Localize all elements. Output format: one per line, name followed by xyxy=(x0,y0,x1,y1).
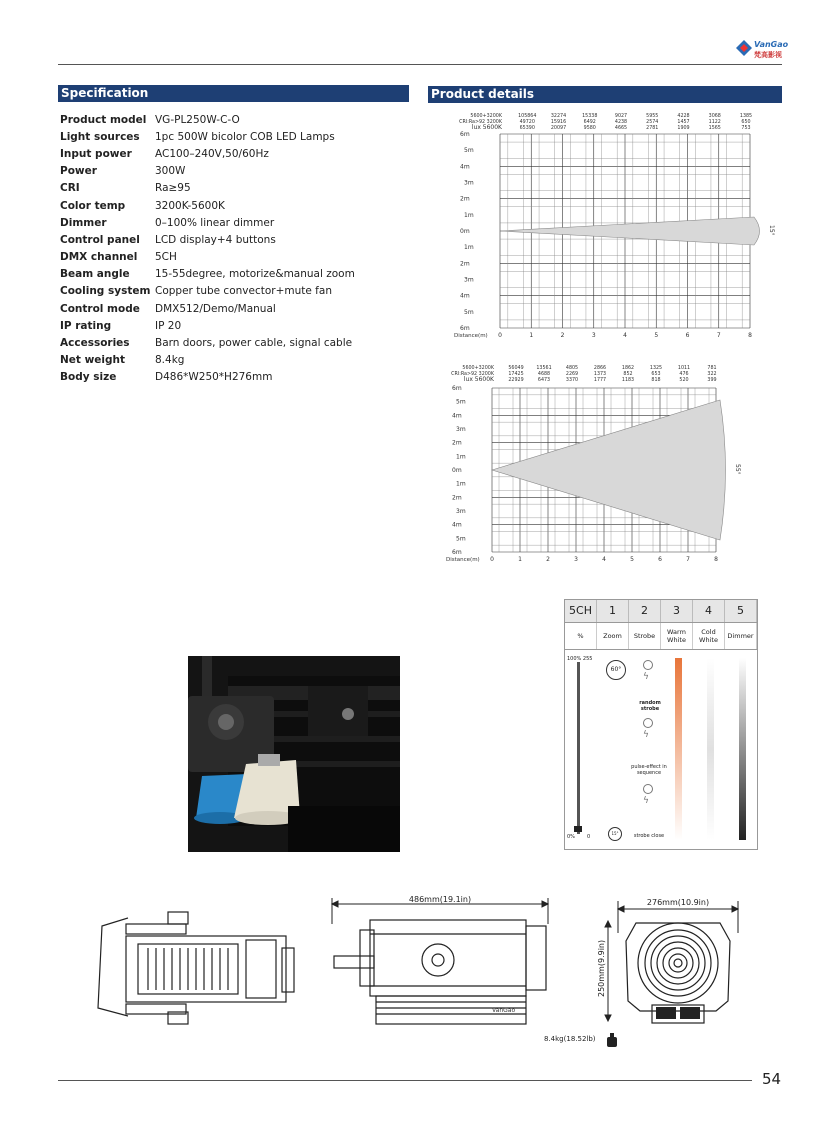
x-tick-label: 3 xyxy=(574,556,578,563)
spec-key: Input power xyxy=(60,147,132,160)
lux-value: 4228 xyxy=(677,114,690,119)
x-tick-label: 7 xyxy=(686,556,690,563)
length-dimension-label: 486mm(19.1in) xyxy=(408,895,472,904)
y-tick-label: 6m xyxy=(460,325,470,332)
spec-key: Beam angle xyxy=(60,268,130,281)
lux-value: 6492 xyxy=(583,120,596,125)
spec-row xyxy=(60,163,405,180)
lux-value: 56049 xyxy=(508,366,524,371)
x-tick-label: 7 xyxy=(716,332,721,339)
lux-value: 4805 xyxy=(565,366,579,371)
dmx-function-cell: Dimmer xyxy=(725,623,757,649)
y-tick-label: 2m xyxy=(452,494,462,502)
dmx-channel-cell: 5CH xyxy=(565,600,597,622)
spec-value: 5CH xyxy=(155,251,177,264)
inner-tick-label: 3m xyxy=(456,508,466,515)
inner-tick-label: 3m xyxy=(464,276,474,284)
x-tick-label: 6 xyxy=(658,556,662,563)
lux-value: 520 xyxy=(679,378,689,383)
spec-value: VG-PL250W-C-O xyxy=(155,113,240,126)
product-details-heading: Product details xyxy=(428,86,782,103)
spec-row xyxy=(60,317,405,334)
lux-value: 1183 xyxy=(621,378,635,383)
lux-value: 818 xyxy=(651,378,661,383)
x-tick-label: 3 xyxy=(591,332,596,339)
lux-value: 9027 xyxy=(614,114,628,119)
strobe-label-close: strobe close xyxy=(633,833,665,839)
dmx-function-cell: Strobe xyxy=(629,623,661,649)
spec-value: LCD display+4 buttons xyxy=(155,233,276,246)
height-dimension-label: 250mm(9.9in) xyxy=(597,939,606,997)
lux-value: 1325 xyxy=(649,366,663,371)
lightning-icon: ϟ xyxy=(643,730,649,740)
spec-key: Body size xyxy=(60,371,117,384)
weight-label: 8.4kg(18.52lb) xyxy=(544,1035,596,1043)
row-label: CRI:Ra>92 3200K xyxy=(451,372,494,377)
lux-value: 65390 xyxy=(519,126,535,131)
spec-key: Cooling system xyxy=(60,285,151,298)
spec-row xyxy=(60,283,405,300)
lux-value: 1909 xyxy=(677,126,690,131)
spec-value: AC100–240V,50/60Hz xyxy=(155,147,269,160)
dmx-function-cell: % xyxy=(565,623,597,649)
dmx-pct-top: 100% 255 xyxy=(567,656,593,662)
lightning-icon: ϟ xyxy=(643,672,649,682)
dmx-channel-cell: 2 xyxy=(629,600,661,622)
spec-row xyxy=(60,369,405,386)
lux-value: 653 xyxy=(651,372,661,377)
inner-tick-label: 5m xyxy=(456,535,466,543)
y-tick-label: 2m xyxy=(460,260,470,268)
spec-row xyxy=(60,145,405,162)
x-tick-label: 0 xyxy=(498,332,502,339)
lux-value: 1777 xyxy=(593,378,607,383)
lux-value: 3068 xyxy=(708,114,721,119)
lux-value: 753 xyxy=(741,126,751,131)
side-view-drawing xyxy=(330,894,552,1028)
front-view-drawing xyxy=(592,893,752,1029)
spec-row xyxy=(60,249,405,266)
dmx-zero: 0 xyxy=(587,834,591,840)
inner-tick-label: 5m xyxy=(464,308,474,316)
spec-key: Power xyxy=(60,165,97,178)
dmx-function-cell: Warm White xyxy=(661,623,693,649)
y-tick-label: 2m xyxy=(460,195,470,203)
spec-key: Product model xyxy=(60,113,147,126)
lux-value: 2781 xyxy=(646,126,659,131)
lux-value: 20097 xyxy=(550,126,567,131)
spec-row xyxy=(60,197,405,214)
beam-chart-55deg xyxy=(430,364,782,564)
lux-value: 2866 xyxy=(593,366,607,371)
lux-value: 1565 xyxy=(708,126,721,131)
strobe-label-random: random strobe xyxy=(639,700,661,712)
x-tick-label: 1 xyxy=(518,556,522,563)
header-rule xyxy=(58,64,782,65)
spec-value: 300W xyxy=(155,165,186,178)
lux-value: 1385 xyxy=(739,114,753,119)
lux-value: 105864 xyxy=(518,114,537,119)
x-tick-label: 0 xyxy=(490,556,494,563)
dmx-channel-cell: 5 xyxy=(725,600,757,622)
inner-tick-label: 5m xyxy=(464,147,474,155)
spec-row xyxy=(60,334,405,351)
lux-value: 2269 xyxy=(565,372,579,377)
spec-table xyxy=(60,111,405,386)
strobe-icon xyxy=(643,718,653,728)
spec-value: 3200K-5600K xyxy=(155,199,225,212)
dmx-channel-cell: 3 xyxy=(661,600,693,622)
x-axis-label: Distance(m) xyxy=(454,333,488,339)
x-tick-label: 1 xyxy=(529,332,534,339)
brand-name-cn: 梵高影视 xyxy=(754,51,782,59)
product-photo xyxy=(188,656,400,852)
dmx-function-cell: Cold White xyxy=(693,623,725,649)
lux-value: 15916 xyxy=(550,120,567,125)
spec-row xyxy=(60,266,405,283)
lux-value: 15338 xyxy=(582,114,598,119)
brand-logo-icon xyxy=(736,40,752,56)
x-tick-label: 2 xyxy=(546,556,550,563)
x-axis-label: Distance(m) xyxy=(446,557,480,563)
x-tick-label: 5 xyxy=(654,332,659,339)
spec-value: Copper tube convector+mute fan xyxy=(155,285,332,298)
lux-value: 1011 xyxy=(677,366,691,371)
x-tick-label: 2 xyxy=(560,332,565,339)
page-number: 54 xyxy=(762,1070,782,1088)
brand-logo xyxy=(736,40,788,62)
lux-value: 22929 xyxy=(508,378,524,383)
warm-white-gradient xyxy=(675,658,682,840)
inner-tick-label: 3m xyxy=(456,426,466,433)
lux-value: 476 xyxy=(679,372,689,377)
spec-value: 8.4kg xyxy=(155,354,185,367)
lux-value: 32274 xyxy=(550,114,567,119)
spec-key: Accessories xyxy=(60,337,130,350)
row-label: lux 5600K xyxy=(463,376,494,383)
inner-tick-label: 5m xyxy=(456,398,466,406)
lightning-icon: ϟ xyxy=(643,796,649,806)
spec-row xyxy=(60,300,405,317)
dmx-pct-knob xyxy=(574,826,582,832)
lux-value: 17425 xyxy=(508,372,524,377)
dimmer-gradient xyxy=(739,658,746,840)
lux-value: 3370 xyxy=(565,378,579,383)
row-label: lux 5600K xyxy=(471,124,502,131)
brand-name: VanGao xyxy=(754,40,789,49)
inner-tick-label: 3m xyxy=(464,179,474,187)
inner-tick-label: 1m xyxy=(456,480,466,488)
lux-value: 1862 xyxy=(621,366,635,371)
spec-value: D486*W250*H276mm xyxy=(155,371,273,384)
spec-value: 15-55degree, motorize&manual zoom xyxy=(155,268,355,281)
weight-icon xyxy=(606,1033,618,1047)
spec-key: Control panel xyxy=(60,233,140,246)
spec-value: 1pc 500W bicolor COB LED Lamps xyxy=(155,130,335,143)
strobe-icon xyxy=(643,784,653,794)
lux-value: 1457 xyxy=(677,120,690,125)
spec-row xyxy=(60,180,405,197)
spec-key: Control mode xyxy=(60,302,140,315)
lux-value: 1373 xyxy=(593,372,607,377)
width-dimension-label: 276mm(10.9in) xyxy=(646,898,710,907)
lux-value: 650 xyxy=(741,120,751,125)
side-view-brand: VanGao xyxy=(492,1007,516,1014)
lux-value: 5955 xyxy=(646,114,659,119)
beam-angle-label: 15° xyxy=(768,225,775,236)
dmx-header-row xyxy=(565,600,757,623)
top-view-drawing xyxy=(96,908,301,1033)
inner-tick-label: 1m xyxy=(464,244,474,252)
dmx-pct-bottom: 0% xyxy=(567,834,575,840)
beam-angle-label: 55° xyxy=(734,464,741,475)
y-tick-label: 6m xyxy=(452,385,462,392)
x-tick-label: 8 xyxy=(714,556,718,563)
beam-chart-15deg xyxy=(430,112,782,340)
dmx-body xyxy=(565,650,757,851)
lux-value: 4238 xyxy=(614,120,628,125)
spec-key: Dimmer xyxy=(60,216,107,229)
lux-value: 6473 xyxy=(537,378,551,383)
spec-row xyxy=(60,231,405,248)
spec-key: IP rating xyxy=(60,319,112,332)
dmx-pct-slider xyxy=(577,662,580,834)
strobe-label-pulse: pulse-effect in sequence xyxy=(631,764,667,776)
dmx-channel-cell: 4 xyxy=(693,600,725,622)
spec-key: Net weight xyxy=(60,354,126,367)
y-tick-label: 4m xyxy=(452,521,462,529)
footer-rule xyxy=(58,1080,752,1081)
inner-tick-label: 1m xyxy=(456,453,466,461)
zoom-max-badge: 60° xyxy=(606,660,626,680)
row-label: CRI:Ra>92 3200K xyxy=(459,120,502,125)
spec-row xyxy=(60,214,405,231)
specification-heading: Specification xyxy=(58,85,409,102)
spec-key: Color temp xyxy=(60,199,126,212)
lux-value: 322 xyxy=(707,372,717,377)
lux-value: 13561 xyxy=(536,366,552,371)
x-tick-label: 8 xyxy=(748,332,752,339)
y-tick-label: 6m xyxy=(460,131,470,138)
dmx-function-cell: Zoom xyxy=(597,623,629,649)
spec-key: Light sources xyxy=(60,130,140,143)
cold-white-gradient xyxy=(707,658,714,840)
x-tick-label: 5 xyxy=(630,556,634,563)
lux-value: 399 xyxy=(707,378,717,383)
y-tick-label: 4m xyxy=(452,412,462,420)
dmx-channel-table xyxy=(564,599,758,850)
y-tick-label: 4m xyxy=(460,292,470,300)
spec-row xyxy=(60,111,405,128)
lux-value: 9580 xyxy=(583,126,596,131)
spec-value: IP 20 xyxy=(155,319,182,332)
strobe-icon xyxy=(643,660,653,670)
y-tick-label: 6m xyxy=(452,549,462,556)
x-tick-label: 6 xyxy=(685,332,690,339)
spec-value: 0–100% linear dimmer xyxy=(155,216,275,229)
lux-value: 2574 xyxy=(646,120,659,125)
dmx-channel-cell: 1 xyxy=(597,600,629,622)
spec-key: DMX channel xyxy=(60,251,138,264)
dmx-function-row xyxy=(565,623,757,650)
spec-value: Barn doors, power cable, signal cable xyxy=(155,337,353,350)
lux-value: 4688 xyxy=(537,372,551,377)
x-tick-label: 4 xyxy=(623,332,627,339)
zoom-min-badge: 15° xyxy=(608,827,622,841)
x-tick-label: 4 xyxy=(602,556,606,563)
lux-value: 781 xyxy=(707,366,717,371)
lux-value: 49720 xyxy=(519,120,535,125)
spec-row xyxy=(60,128,405,145)
inner-tick-label: 1m xyxy=(464,211,474,219)
spec-row xyxy=(60,352,405,369)
y-tick-label: 0m xyxy=(460,228,470,235)
lux-value: 1122 xyxy=(708,120,721,125)
spec-value: DMX512/Demo/Manual xyxy=(155,302,276,315)
row-label: 5600+3200K xyxy=(462,366,494,371)
lux-value: 852 xyxy=(623,372,633,377)
lux-value: 4665 xyxy=(614,126,628,131)
y-tick-label: 4m xyxy=(460,163,470,171)
y-tick-label: 0m xyxy=(452,467,462,474)
spec-key: CRI xyxy=(60,182,80,195)
spec-value: Ra≥95 xyxy=(155,182,191,195)
y-tick-label: 2m xyxy=(452,439,462,447)
row-label: 5600+3200K xyxy=(470,114,502,119)
